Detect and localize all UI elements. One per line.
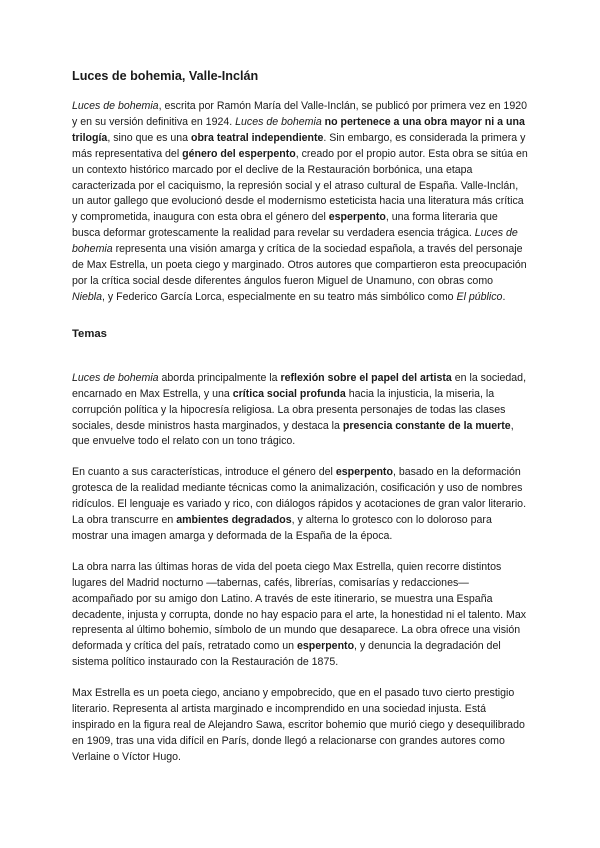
bold-term: género del esperpento [182,147,296,160]
bold-term: esperpento [296,640,355,653]
bold-term: esperpento [328,211,386,224]
text-run: en la sociedad, encarnado en Max Estrella, y una [72,371,527,400]
text-run: , que envuelve todo el relato con un tono trágico. [72,419,514,448]
italic-title: Luces de bohemia [235,115,322,128]
themes-paragraph-3 [72,560,528,671]
text-run: , una forma literaria que busca deformar grotescamente la realidad para revelar su verdadera esencia trágica. [72,211,498,240]
text-run: La obra narra las últimas horas de vida del poeta ciego Max Estrella, quien recorre distintos lugares del Madrid nocturno —tabernas, cafés, librerías, comisarías y redacciones— acompañado por su amigo don Latino. A través de este itinerario, se muestra una España decadente, injusta y corrupta, donde no hay espacio para el arte, la honestidad ni el talento. Max representa al último bohemio, símbolo de un mundo que desaparece. La obra ofrece una visión deformada y crítica del país, retratado como un [72,560,527,653]
bold-term: ambientes degradados [176,514,292,527]
bold-term: no pertenece a una obra mayor ni a una trilogía [72,115,525,144]
text-run: , y denuncia la degradación del sistema político instaurado con la Restauración de 1875. [72,640,501,669]
italic-title: Niebla [72,290,103,303]
text-run: aborda principalmente la [158,371,281,384]
themes-paragraph-1 [72,371,528,451]
text-run: , sino que es una [107,131,191,144]
text-run: . Sin embargo, es considerada la primera y más representativa del [72,131,526,160]
italic-title: Luces de bohemia [72,371,159,384]
text-run: hacia la injusticia, la miseria, la corrupción política y la hipocresía religiosa. La obra presenta personajes de todas las clases sociales, desde ministros hasta marginados, y destaca la [72,387,506,432]
section-heading-temas: Temas [72,327,107,340]
themes-paragraph-4 [72,686,528,766]
document-title: Luces de bohemia, Valle-Inclán [72,69,259,83]
text-run: Max Estrella es un poeta ciego, anciano y empobrecido, que en el pasado tuvo cierto prestigio literario. Representa al artista marginado e incomprendido en una sociedad injusta. Está inspirado en la figura real de Alejandro Sawa, escritor bohemio que murió ciego y desequilibrado en 1909, tras una vida difícil en París, donde llegó a relacionarse con grandes autores como Verlaine o Víctor Hugo. [72,687,525,763]
bold-term: presencia constante de la muerte [342,419,511,432]
italic-title: El público [456,290,503,303]
text-run: , escrita por Ramón María del Valle-Inclán, se publicó por primera vez en 1920 y en su versión definitiva en 1924. [72,100,527,128]
italic-title: Luces de bohemia [72,100,159,112]
themes-paragraph-2 [72,465,528,545]
intro-paragraph [72,99,528,306]
document-page [72,68,528,766]
text-run: En cuanto a sus características, introduce el género del [72,466,336,479]
text-run: . [502,290,506,303]
text-run: , creado por el propio autor. Esta obra se sitúa en un contexto histórico marcado por el declive de la Restauración borbónica, una etapa caracterizada por el caciquismo, la represión social y el atraso cultural de España. Valle-Inclán, un autor gallego que evolucionó desde el modernismo esteticista hacia una literatura más crítica y comprometida, inaugura con esta obra el género del [72,147,528,224]
italic-title: Luces de bohemia [72,227,518,256]
bold-term: reflexión sobre el papel del artista [280,371,452,384]
bold-term: crítica social profunda [232,387,346,400]
bold-term: obra teatral independiente [190,131,324,144]
text-run: , basado en la deformación grotesca de la realidad mediante técnicas como la animalización, cosificación y uso de nombres ridículos. El lenguaje es variado y rico, con diálogos rápidos y acotaciones de gran valor literario. La obra transcurre en [72,466,527,527]
text-run: representa una visión amarga y crítica de la sociedad española, a través del personaje de Max Estrella, un poeta ciego y marginado. Otros autores que compartieron esta preocupación por la crítica social desde diferentes ángulos fueron Miguel de Unamuno, con obras como [72,243,527,287]
text-run: , y alterna lo grotesco con lo doloroso para mostrar una imagen amarga y deformada de la España de la época. [72,514,492,542]
text-run: , y Federico García Lorca, especialmente en su teatro más simbólico como [102,290,457,303]
bold-term: esperpento [335,466,393,479]
